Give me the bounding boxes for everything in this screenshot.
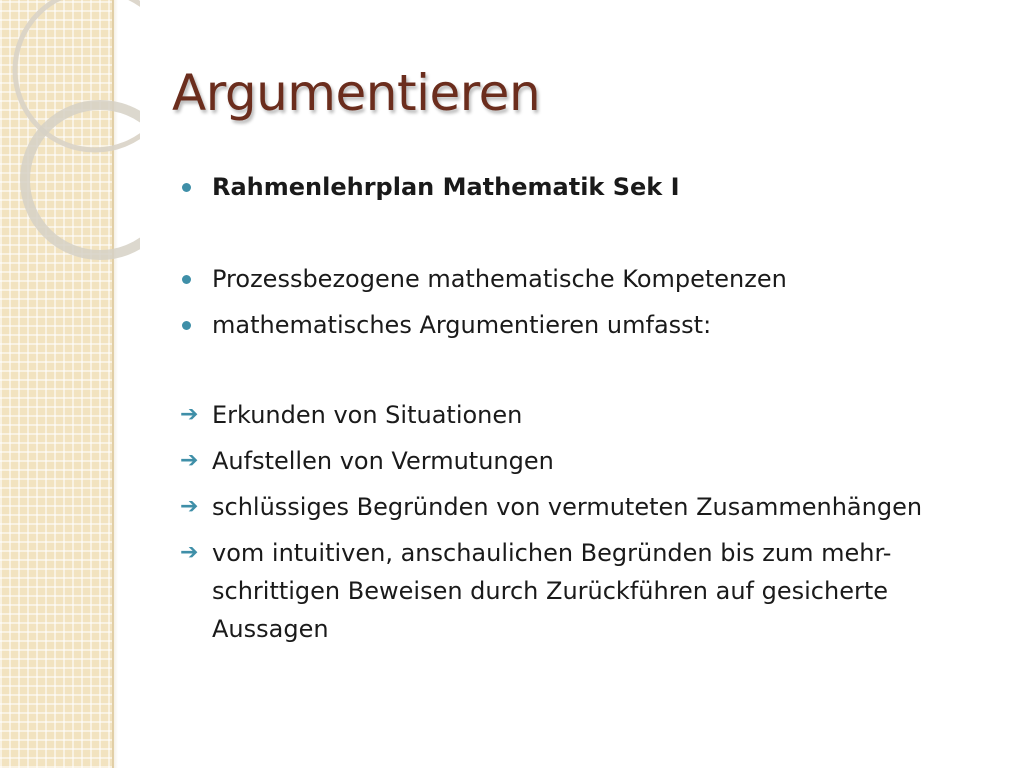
arrow-item: [180, 442, 980, 480]
slide-content: [180, 168, 980, 648]
bullet-dot-icon: [182, 183, 191, 192]
arrow-item-text: schlüssiges Begründen von vermuteten Zusammenhängen: [212, 493, 923, 521]
decorative-circles-icon: [0, 0, 140, 260]
arrow-item: [180, 488, 980, 526]
bullet-item: [180, 260, 980, 298]
bullet-item: [180, 168, 980, 206]
arrow-item: [180, 534, 980, 648]
bullet-text: mathematisches Argumentieren umfasst:: [212, 311, 712, 339]
bullet-text: Prozessbezogene mathematische Kompetenzen: [212, 265, 787, 293]
bullet-dot-icon: [182, 275, 191, 284]
arrow-item: [180, 396, 980, 434]
right-arrow-icon: ➔: [180, 494, 199, 519]
bullet-item: [180, 306, 980, 344]
right-arrow-icon: ➔: [180, 402, 199, 427]
arrow-item-text: Erkunden von Situationen: [212, 401, 523, 429]
arrow-item-text: vom intuitiven, anschaulichen Begründen bis zum mehr-schrittigen Beweisen durch Zurückführen auf gesicherte Aussagen: [212, 539, 892, 643]
slide-title: Argumentieren: [172, 64, 541, 122]
arrow-item-text: Aufstellen von Vermutungen: [212, 447, 554, 475]
right-arrow-icon: ➔: [180, 448, 199, 473]
right-arrow-icon: ➔: [180, 540, 199, 565]
bullet-text: Rahmenlehrplan Mathematik Sek I: [212, 173, 680, 201]
bullet-dot-icon: [182, 321, 191, 330]
